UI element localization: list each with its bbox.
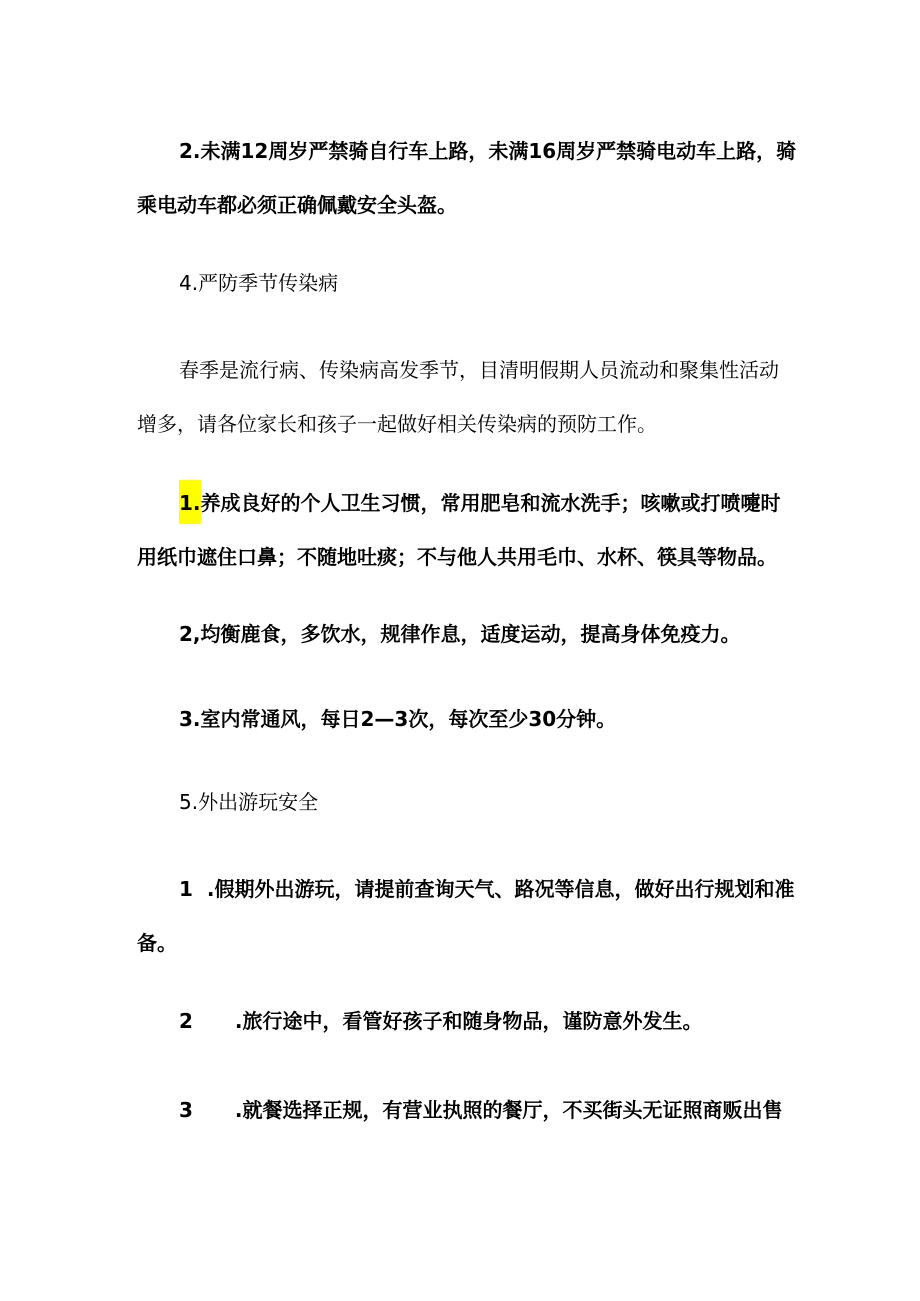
paragraph-line: 3.室内常通风，每日2—3次，每次至少30分钟。 (179, 707, 617, 731)
section-heading-travel-safety (137, 775, 787, 829)
paragraph-line: 备。 (137, 931, 177, 955)
paragraph-line: 用纸巾遮住口鼻；不随地吐痰；不与他人共用毛巾、水杯、筷具等物品。 (137, 545, 777, 569)
paragraph-ventilation (137, 692, 787, 746)
paragraph-line-rest: .就餐选择正规，有营业执照的餐厅，不买街头无证照商贩出售 (234, 1098, 783, 1122)
paragraph-line (137, 862, 795, 916)
paragraph-line (137, 476, 781, 530)
paragraph-diet (137, 607, 787, 661)
heading-text: 5.外出游玩安全 (179, 790, 319, 814)
list-number: 2 (179, 1009, 193, 1033)
paragraph-traffic-rule (137, 124, 797, 232)
paragraph-dining (137, 1083, 787, 1137)
paragraph-line: 2,均衡鹿食，多饮水，规律作息，适度运动，提高身体免疫力。 (179, 622, 741, 646)
paragraph-spring-season (137, 343, 787, 451)
paragraph-line (137, 1083, 783, 1137)
paragraph-line: 春季是流行病、传染病高发季节，目清明假期人员流动和聚集性活动 (179, 358, 779, 382)
paragraph-line: 2.未满12周岁严禁骑自行车上路，未满16周岁严禁骑电动车上路，骑 (179, 139, 797, 163)
list-number: 1 (179, 877, 193, 901)
highlight-marker: 1. (179, 480, 201, 524)
paragraph-line (137, 994, 703, 1048)
paragraph-line: 增多，请各位家长和孩子一起做好相关传染病的预防工作。 (137, 412, 657, 436)
list-number: 3 (179, 1098, 193, 1122)
heading-text: 4.严防季节传染病 (179, 271, 339, 295)
paragraph-line: 乘电动车都必须正确佩戴安全头盔。 (137, 193, 457, 217)
paragraph-line-rest: .假期外出游玩，请提前查询天气、路况等信息，做好出行规划和准 (206, 877, 795, 901)
paragraph-travel-planning (137, 862, 795, 970)
paragraph-travel-care (137, 994, 787, 1048)
paragraph-hygiene (137, 476, 787, 584)
paragraph-line-rest: .旅行途中，看管好孩子和随身物品，谨防意外发生。 (234, 1009, 703, 1033)
paragraph-line-rest: 养成良好的个人卫生习惯，常用肥皂和流水洗手；咳嗽或打喷嚏时 (200, 491, 781, 515)
section-heading-infectious-disease (137, 256, 787, 310)
